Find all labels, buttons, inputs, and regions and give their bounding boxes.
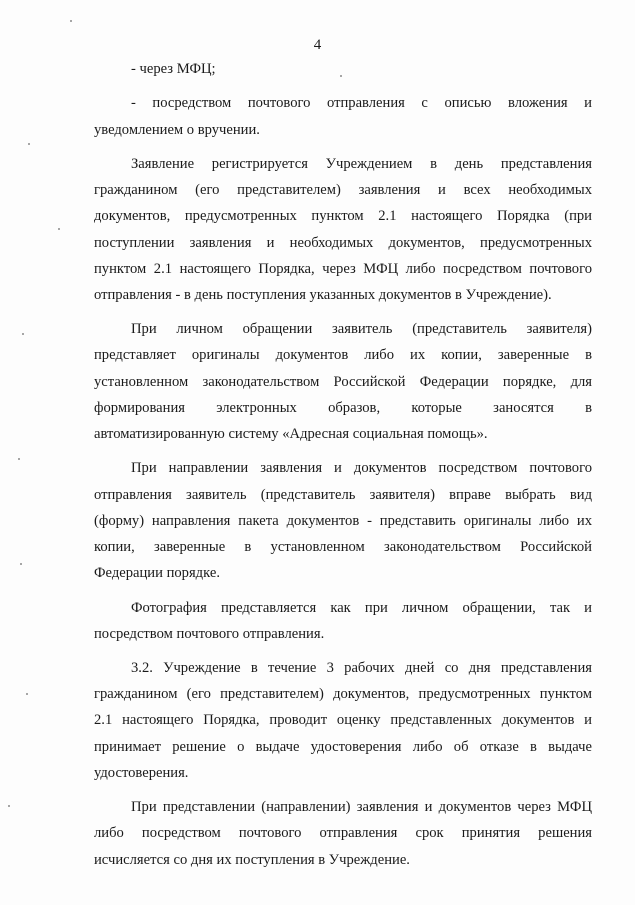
scan-speck [28,143,30,145]
paragraph-line: При личном обращении заявитель (представитель заявителя) [131,321,592,338]
paragraph-line: - посредством почтового отправления с описью вложения и [131,95,592,112]
paragraph-line: Федерации порядке. [94,565,220,582]
paragraph-line: поступлении заявления и необходимых документов, предусмотренных [94,234,592,251]
scan-speck [340,75,342,77]
scan-speck [58,228,60,230]
paragraph-line: (форму) направления пакета документов - представить оригиналы либо их [94,512,592,529]
paragraph-line: формирования электронных образов, которые заносятся в [94,399,592,416]
paragraph-line: удостоверения. [94,764,189,781]
paragraph-line: принимает решение о выдаче удостоверения либо об отказе в выдаче [94,738,592,755]
paragraph-line: гражданином (его представителем) заявления и всех необходимых [94,182,592,199]
paragraph-line: представляет оригиналы документов либо их копии, заверенные в [94,347,592,364]
scan-speck [18,458,20,460]
paragraph [94,316,592,447]
paragraph [94,595,592,647]
paragraph-line: пунктом 2.1 настоящего Порядка, через МФЦ либо посредством почтового [94,260,592,277]
paragraph-line: уведомлением о вручении. [94,121,260,138]
paragraph-line: документов, предусмотренных пунктом 2.1 настоящего Порядка (при [94,208,592,225]
paragraph-line: гражданином (его представителем) документов, предусмотренных пунктом [94,686,592,703]
paragraph-line: установленном законодательством Российской Федерации порядке, для [94,373,592,390]
paragraph-line: автоматизированную систему «Адресная социальная помощь». [94,426,488,442]
paragraph-line: 2.1 настоящего Порядка, проводит оценку представленных документов и [94,712,592,729]
paragraph-line: При направлении заявления и документов посредством почтового [131,460,592,477]
paragraph-line: 3.2. Учреждение в течение 3 рабочих дней со дня представления [131,660,592,677]
paragraph-line: - через МФЦ; [131,61,216,77]
scan-speck [8,805,10,807]
paragraph-line: отправления заявитель (представитель заявителя) вправе выбрать вид [94,486,592,503]
paragraph-line: либо посредством почтового отправления срок принятия решения [94,825,592,842]
paragraph-line: Фотография представляется как при личном обращении, так и [131,599,592,616]
scan-speck [70,20,72,22]
paragraph-line: отправления - в день поступления указанных документов в Учреждение). [94,286,552,303]
scan-speck [20,563,22,565]
paragraph-line: копии, заверенные в установленном законодательством Российской [94,538,592,555]
paragraph-line: исчисляется со дня их поступления в Учреждение. [94,851,410,868]
paragraph-line: При представлении (направлении) заявления и документов через МФЦ [131,799,592,816]
paragraph [94,151,592,308]
scan-speck [26,693,28,695]
paragraph-line: посредством почтового отправления. [94,625,325,642]
paragraph [94,90,592,142]
paragraph [94,655,592,786]
paragraph-line: Заявление регистрируется Учреждением в день представления [131,155,592,172]
page-number: 4 [313,37,322,53]
paragraph [94,794,592,873]
paragraph [94,56,592,82]
paragraph [94,455,592,586]
document-body [94,56,592,873]
scan-speck [22,333,24,335]
